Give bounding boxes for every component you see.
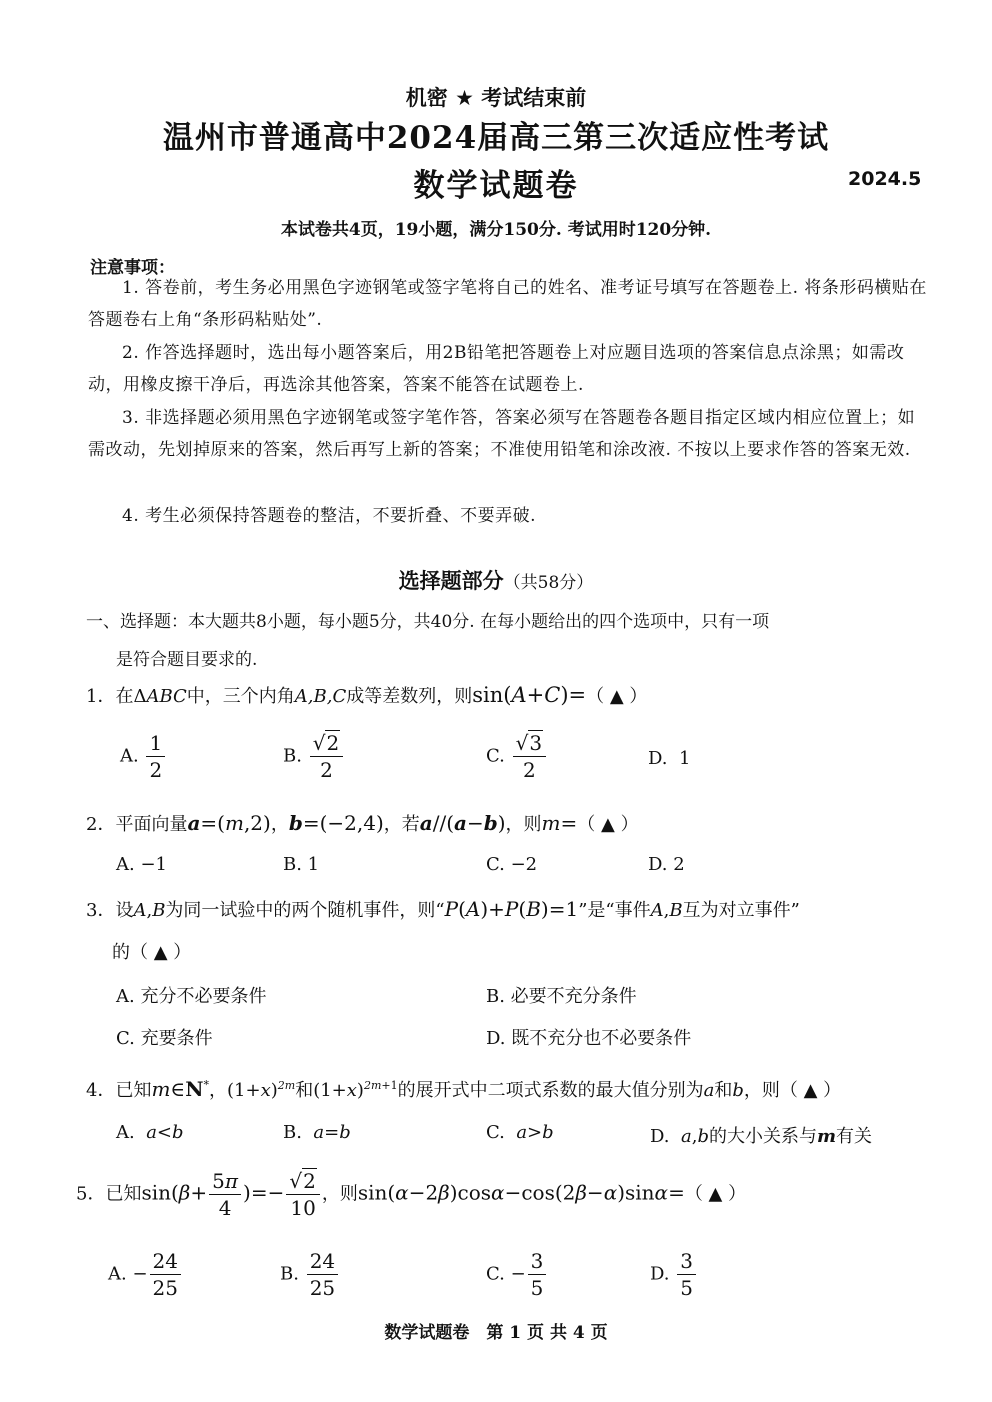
note-item: 4. 考生必须保持答题卷的整洁，不要折叠、不要弄破. — [122, 506, 537, 526]
q4-option-c: C. a>b — [486, 1122, 554, 1143]
note-item: 1. 答卷前，考生务必用黑色字迹钢笔或签字笔将自己的姓名、准考证号填写在答题卷上. 将条形码横贴在答题卷右上角“条形码粘贴处”. — [88, 278, 927, 330]
instruction-line-2: 是符合题目要求的. — [116, 650, 258, 670]
vector-b: b=(−2,4) — [288, 811, 384, 835]
q4-option-d: D. a,b的大小关系与m有关 — [650, 1126, 873, 1147]
notes-title: 注意事项： — [90, 258, 175, 278]
fraction: $\frac{24}{25}$ — [150, 1250, 181, 1299]
q3-option-a: A. 充分不必要条件 — [116, 986, 267, 1007]
q5-option-d: D. $\frac{3}{5}$ — [650, 1250, 698, 1299]
q4-option-b: B. a=b — [283, 1122, 351, 1143]
q1-option-d: D. 1 — [648, 748, 691, 769]
section-name: 选择题部分 — [398, 568, 504, 593]
q2-option-c: C. −2 — [486, 854, 538, 875]
q1-angles: A,B,C — [294, 686, 347, 707]
question-2: 2．平面向量a=(m,2)，b=(−2,4)，若a//(a−b)，则m=（ ▲ ） — [86, 811, 639, 835]
vector-a: a=(m,2) — [187, 811, 271, 835]
fraction: $\frac{3}{5}$ — [677, 1250, 696, 1299]
exam-title: 温州市普通高中2024届高三第三次适应性考试 — [162, 120, 830, 156]
q2-option-b: B. 1 — [283, 854, 320, 875]
fraction: $\frac{√2}{10}$ — [286, 1170, 319, 1219]
q5-option-c: C. − $\frac{3}{5}$ — [486, 1250, 548, 1299]
question-3-line-2: 的（ ▲ ） — [112, 942, 192, 963]
fraction: $\frac{√2}{2}$ — [310, 732, 343, 781]
q1-option-c: C. $\frac{√3}{2}$ — [486, 732, 548, 781]
question-4: 4．已知m∈N*，$(1+x)^{2m}$和$(1+x)^{2m+1}$的展开式中二项式系数的最大值分别为a和b，则（ ▲ ） — [86, 1077, 842, 1101]
fraction: $\frac{24}{25}$ — [307, 1250, 338, 1299]
q1-prefix: 1．在 — [86, 686, 134, 707]
section-title — [0, 565, 992, 595]
exam-summary: 本试卷共4页，19小题，满分150分. 考试用时120分钟. — [280, 220, 712, 240]
q3-option-c: C. 充要条件 — [116, 1028, 213, 1049]
fraction: $\frac{5\pi}{4}$ — [209, 1170, 241, 1219]
fraction: $\frac{1}{2}$ — [146, 732, 165, 781]
q1-text2: 成等差数列，则 — [346, 686, 473, 707]
section-points: （共58分） — [503, 573, 594, 593]
note-item: 2. 作答选择题时，选出每小题答案后，用2B铅笔把答题卷上对应题目选项的答案信息点涂黑；如需改动，用橡皮擦干净后，再选涂其他答案，答案不能答在试题卷上. — [88, 343, 905, 395]
fraction: $\frac{3}{5}$ — [528, 1250, 547, 1299]
page-footer: 数学试题卷 第 1 页 共 4 页 — [384, 1323, 608, 1343]
question-1 — [86, 682, 647, 708]
q4-option-a: A. a<b — [116, 1122, 184, 1143]
note-item: 3. 非选择题必须用黑色字迹钢笔或签字笔作答，答案必须写在答题卷各题目指定区域内相应位置上；如需改动，先划掉原来的答案，然后再写上新的答案；不准使用铅笔和涂改液. 不按以上要求作答的答案无效. — [88, 408, 916, 460]
q3-option-b: B. 必要不充分条件 — [486, 986, 637, 1007]
q1-triangle: ΔABC — [133, 686, 187, 707]
instruction-line-1: 一、选择题：本大题共8小题，每小题5分，共40分. 在每小题给出的四个选项中，只有一项 — [86, 612, 770, 632]
q3-option-d: D. 既不充分也不必要条件 — [486, 1028, 692, 1049]
q1-option-b: B. $\frac{√2}{2}$ — [283, 732, 345, 781]
fraction: $\frac{√3}{2}$ — [513, 732, 546, 781]
confidential-label: 机密 ★ 考试结束前 — [405, 86, 587, 110]
parallel-condition: a//(a−b) — [419, 811, 506, 835]
q1-expression: sin(A+C)= — [472, 683, 587, 707]
q1-option-a: A. $\frac{1}{2}$ — [120, 732, 167, 781]
probability-sum: P(A)+P(B)=1 — [444, 897, 579, 921]
q5-option-b: B. $\frac{24}{25}$ — [280, 1250, 340, 1299]
section-instruction — [86, 603, 932, 679]
q2-option-a: A. −1 — [116, 854, 167, 875]
q2-option-d: D. 2 — [648, 854, 685, 875]
q5-option-a: A. − $\frac{24}{25}$ — [108, 1250, 183, 1299]
q1-text: 中，三个内角 — [186, 686, 295, 707]
question-3: 3．设A,B为同一试验中的两个随机事件，则“P(A)+P(B)=1”是“事件A,B互为对立事件” — [86, 897, 800, 921]
question-5: 5．已知sin(β+ $\frac{5\pi}{4}$ )=− $\frac{√2}{10}$ ，则sin(α−2β)cosα−cos(2β−α)sinα=（ ▲ ） — [76, 1169, 747, 1220]
q1-answer-blank: （ ▲ ） — [586, 686, 648, 707]
exam-date: 2024.5 — [848, 168, 922, 190]
exam-subtitle: 数学试题卷 — [413, 168, 579, 204]
